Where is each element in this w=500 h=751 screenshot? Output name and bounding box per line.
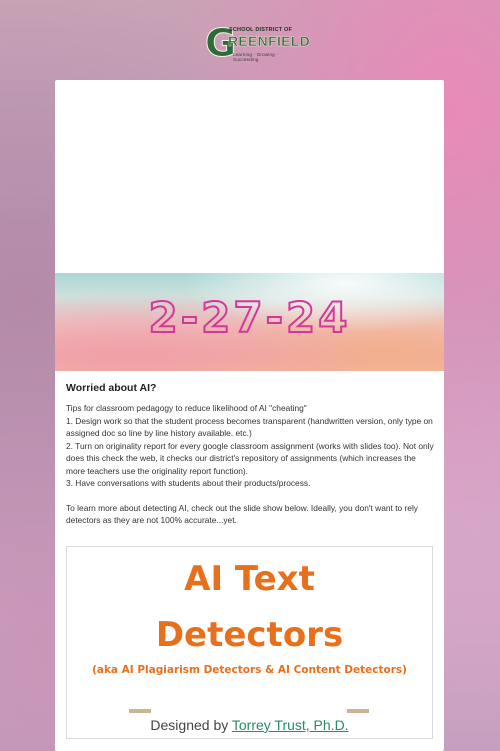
post-line: 2. Turn on originality report for every google classroom assignment (works with slides too). Not only does this check the web, it checks our district's repository of assignments (which increases the more teachers use the originality report function). xyxy=(66,440,434,476)
logo-initial: G xyxy=(205,21,237,65)
post-line: 1. Design work so that the student process becomes transparent (handwritten version, only type on assigned doc so line by line history available. etc.) xyxy=(66,415,433,438)
post-content xyxy=(66,382,434,527)
post-line: Tips for classroom pedagogy to reduce likelihood of AI "cheating" xyxy=(66,403,307,413)
author-link[interactable]: Torrey Trust, Ph.D. xyxy=(231,717,349,733)
date-banner xyxy=(55,273,444,371)
post-heading: Worried about AI? xyxy=(66,382,157,394)
district-logo[interactable] xyxy=(205,21,311,65)
newsletter-card xyxy=(55,80,444,751)
post-line: 3. Have conversations with students about their products/process. xyxy=(66,478,311,488)
banner-date: 2-27-24 xyxy=(148,293,351,342)
logo-small-text: SCHOOL DISTRICT OF xyxy=(229,27,293,33)
slide-subtitle: (aka AI Plagiarism Detectors & AI Content Detectors) xyxy=(92,664,407,676)
slide-title-line2: Detectors xyxy=(155,615,344,655)
post-closing: To learn more about detecting AI, check out the slide show below. Ideally, you don't want to rely detectors as they are not 100% accurate...yet. xyxy=(66,502,418,525)
slide-credit xyxy=(67,717,432,733)
slide-title-line1: AI Text xyxy=(184,559,315,599)
logo-tagline: Learning · Growing · Succeeding xyxy=(233,52,279,62)
slide-credit-label: Designed by xyxy=(150,717,229,733)
slide-divider xyxy=(129,709,151,713)
logo-main-text: REENFIELD xyxy=(228,33,311,49)
embedded-slideshow[interactable] xyxy=(66,546,433,739)
slide-divider xyxy=(347,709,369,713)
